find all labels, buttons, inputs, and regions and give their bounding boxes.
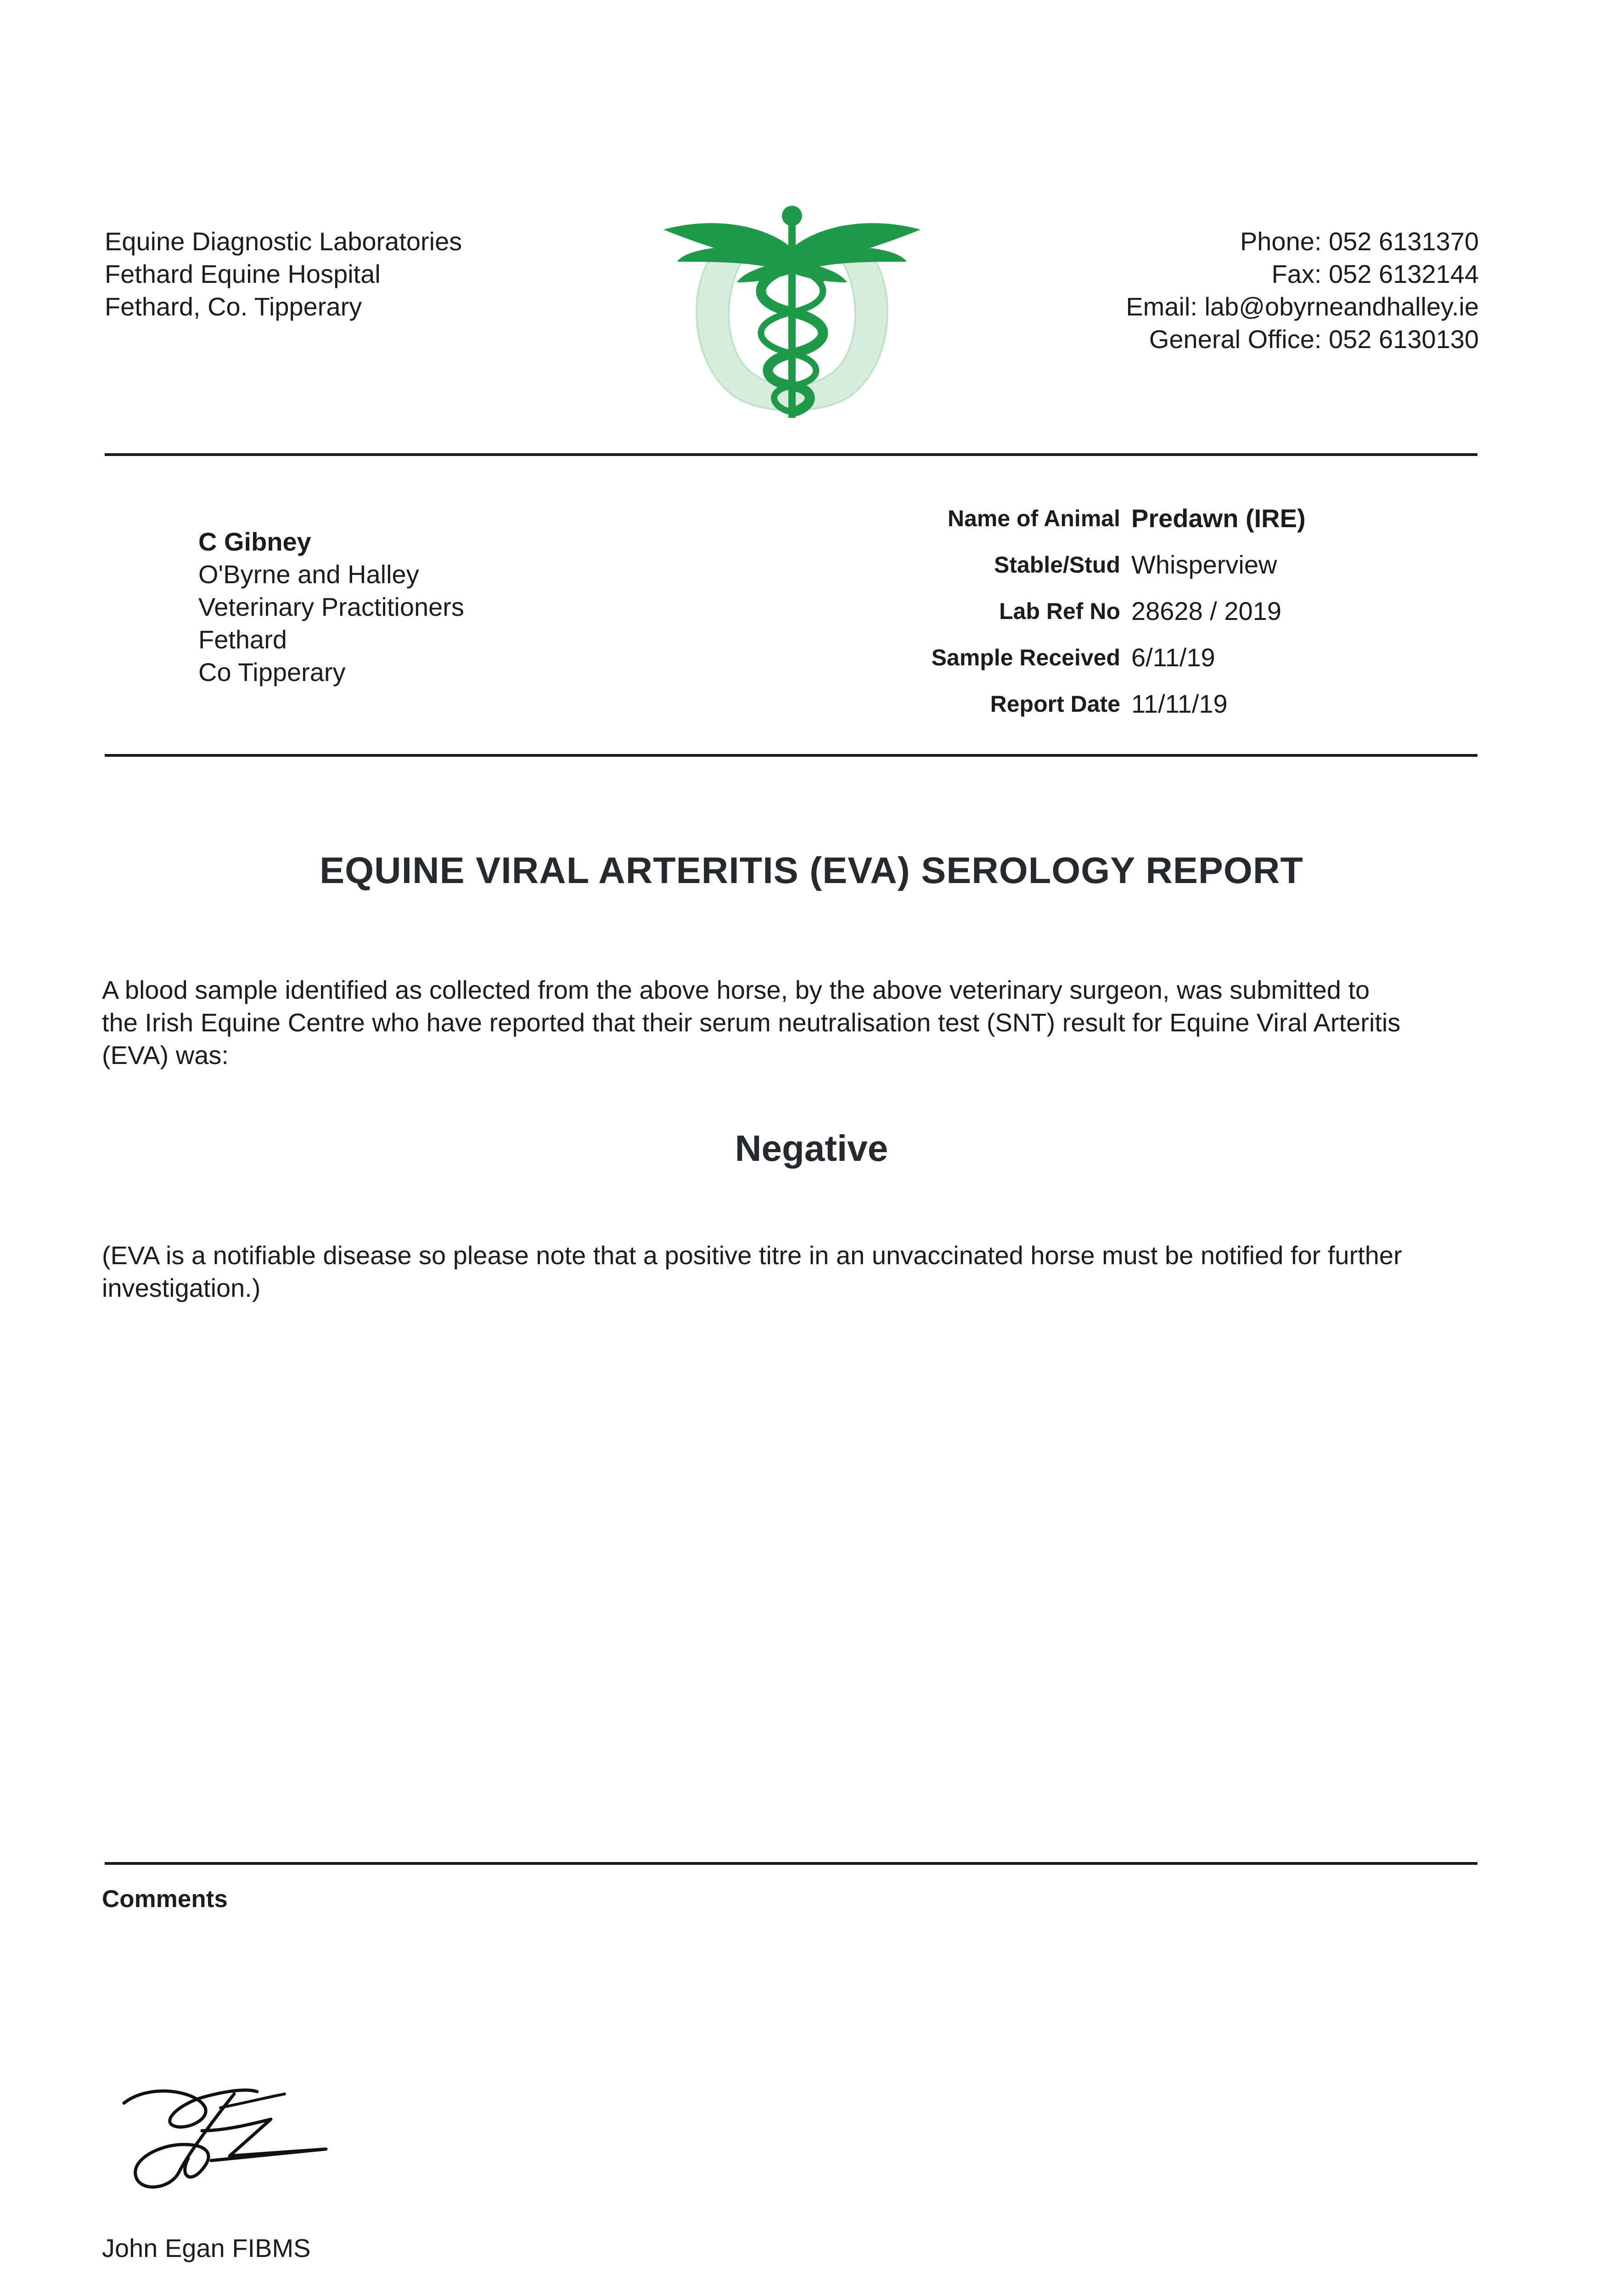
comments-divider xyxy=(105,1862,1477,1865)
lab-name: Equine Diagnostic Laboratories xyxy=(105,227,462,256)
signer-name: John Egan FIBMS xyxy=(102,2234,311,2262)
intro-line: (EVA) was: xyxy=(102,1041,229,1069)
general-office: General Office: 052 6130130 xyxy=(1149,325,1479,354)
detail-label: Name of Animal xyxy=(947,505,1120,531)
recipient-line: Fethard xyxy=(198,625,287,654)
sample-details xyxy=(781,495,1469,727)
note-line: (EVA is a notifiable disease so please note that a positive titre in an unvaccinated horse must be notified for further xyxy=(102,1241,1402,1270)
lab-address xyxy=(105,225,462,323)
recipient-address xyxy=(198,525,464,688)
lab-location: Fethard, Co. Tipperary xyxy=(105,292,362,321)
lab-hospital: Fethard Equine Hospital xyxy=(105,259,381,288)
test-result: Negative xyxy=(735,1128,888,1169)
lab-ref: 28628 / 2019 xyxy=(1131,597,1281,625)
recipient-line: O'Byrne and Halley xyxy=(198,560,419,589)
report-date: 11/11/19 xyxy=(1131,689,1228,718)
intro-line: A blood sample identified as collected from the above horse, by the above veterinary surgeon, was submitted to xyxy=(102,975,1370,1004)
recipient-line: Co Tipperary xyxy=(198,658,346,687)
note-line: investigation.) xyxy=(102,1273,261,1302)
detail-row-received xyxy=(781,634,1469,681)
detail-row-report-date xyxy=(781,681,1469,727)
sample-received-date: 6/11/19 xyxy=(1131,643,1215,672)
detail-label: Lab Ref No xyxy=(999,598,1120,624)
detail-label: Report Date xyxy=(990,691,1120,717)
report-intro xyxy=(102,974,1479,1071)
details-divider xyxy=(105,754,1477,757)
report-title: EQUINE VIRAL ARTERITIS (EVA) SEROLOGY REPORT xyxy=(320,850,1303,891)
detail-label: Stable/Stud xyxy=(994,551,1120,578)
lab-contact xyxy=(1126,225,1479,355)
detail-row-animal xyxy=(781,495,1469,541)
notifiable-note xyxy=(102,1239,1479,1304)
email: Email: lab@obyrneandhalley.ie xyxy=(1126,292,1479,321)
intro-line: the Irish Equine Centre who have reported that their serum neutralisation test (SNT) result for Equine Viral Arteritis xyxy=(102,1008,1401,1037)
signature xyxy=(110,2076,340,2200)
comments-label: Comments xyxy=(102,1885,228,1913)
detail-row-stable xyxy=(781,541,1469,588)
detail-label: Sample Received xyxy=(931,644,1120,670)
stable-name: Whisperview xyxy=(1131,550,1277,579)
phone: Phone: 052 6131370 xyxy=(1240,227,1479,256)
detail-row-labref xyxy=(781,588,1469,634)
fax: Fax: 052 6132144 xyxy=(1271,259,1479,288)
recipient-name: C Gibney xyxy=(198,527,311,556)
caduceus-horseshoe-icon xyxy=(659,197,925,422)
header-divider xyxy=(105,453,1477,456)
recipient-line: Veterinary Practitioners xyxy=(198,592,464,621)
animal-name: Predawn (IRE) xyxy=(1131,504,1306,533)
